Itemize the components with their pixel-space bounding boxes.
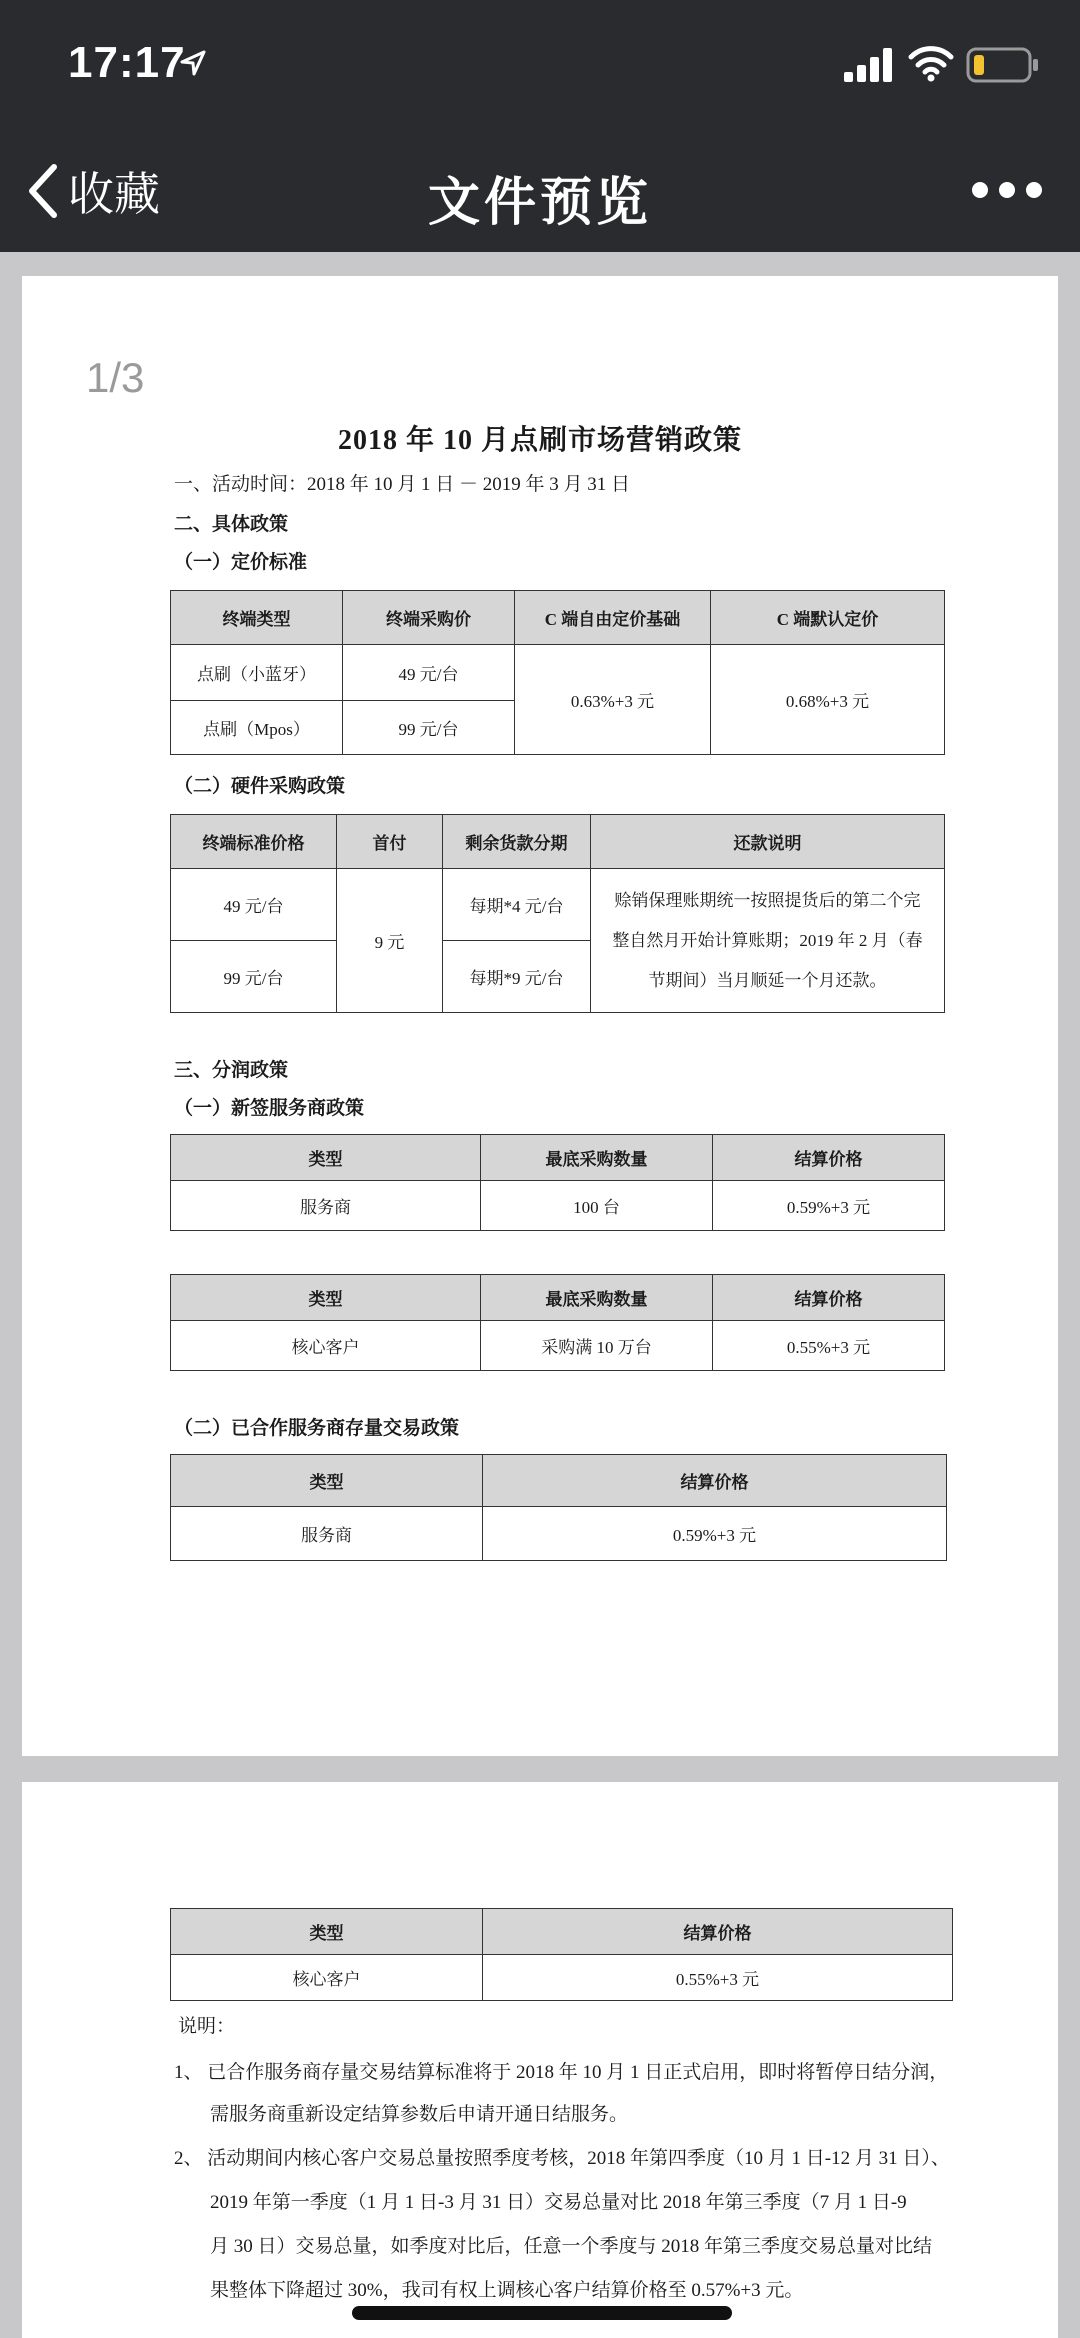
table-header-cell: 类型 xyxy=(171,1135,481,1181)
table-cell: 采购满 10 万台 xyxy=(481,1321,713,1371)
activity-time: 一、活动时间：2018 年 10 月 1 日 － 2019 年 3 月 31 日 xyxy=(174,474,631,495)
table-header-cell: 结算价格 xyxy=(713,1135,945,1181)
core-customer-settlement-table xyxy=(170,1908,953,2001)
table-header-cell: C 端自由定价基础 xyxy=(515,591,711,645)
table-header-cell: 剩余货款分期 xyxy=(443,815,591,869)
document-page-1 xyxy=(22,276,1058,1756)
battery-icon xyxy=(966,46,1040,84)
note-line: 1、 已合作服务商存量交易结算标准将于 2018 年 10 月 1 日正式启用，即时将暂停日结分润， xyxy=(174,2062,949,2083)
table-cell: 服务商 xyxy=(171,1181,481,1231)
repayment-note-cell xyxy=(591,869,945,1013)
wifi-icon xyxy=(908,44,954,82)
table-header-cell: 结算价格 xyxy=(483,1909,953,1955)
table-header-cell: 终端采购价 xyxy=(343,591,515,645)
table-cell: 0.68%+3 元 xyxy=(711,645,945,755)
note-line: 赊销保理账期统一按照提货后的第二个完 xyxy=(614,890,921,910)
table-header-cell: 终端类型 xyxy=(171,591,343,645)
table-cell: 核心客户 xyxy=(171,1955,483,2001)
table-cell: 49 元/台 xyxy=(171,869,337,941)
location-arrow-icon xyxy=(178,48,208,78)
existing-provider-table xyxy=(170,1454,947,1561)
table-cell: 99 元/台 xyxy=(343,701,515,755)
subsection-heading: （一）新签服务商政策 xyxy=(174,1098,365,1119)
status-bar xyxy=(0,0,1080,130)
table-header-cell: 类型 xyxy=(171,1455,483,1507)
page-indicator: 1/3 xyxy=(86,354,145,401)
table-header-cell: 终端标准价格 xyxy=(171,815,337,869)
note-line: 2019 年第一季度（1 月 1 日-3 月 31 日）交易总量对比 2018 年第三季度（7 月 1 日-9 xyxy=(210,2192,907,2213)
note-line: 需服务商重新设定结算参数后申请开通日结服务。 xyxy=(210,2104,629,2125)
table-header-cell: 类型 xyxy=(171,1909,483,1955)
table-cell: 9 元 xyxy=(337,869,443,1013)
home-indicator[interactable] xyxy=(352,2306,732,2320)
table-header-cell: 最底采购数量 xyxy=(481,1135,713,1181)
more-dot-icon xyxy=(1026,182,1042,198)
note-line: 节期间）当月顺延一个月还款。 xyxy=(648,970,887,990)
notes-label: 说明： xyxy=(178,2016,236,2037)
pricing-table xyxy=(170,590,945,755)
document-page-2 xyxy=(22,1782,1058,2338)
more-options-button[interactable] xyxy=(972,170,1042,210)
note-line: 果整体下降超过 30%，我司有权上调核心客户结算价格至 0.57%+3 元。 xyxy=(210,2280,804,2301)
hardware-purchase-table xyxy=(170,814,945,1013)
table-header-cell: 首付 xyxy=(337,815,443,869)
more-dot-icon xyxy=(999,182,1015,198)
table-header-cell: 类型 xyxy=(171,1275,481,1321)
section-heading: 三、分润政策 xyxy=(174,1060,289,1081)
subsection-heading: （二）已合作服务商存量交易政策 xyxy=(174,1418,460,1439)
new-provider-table xyxy=(170,1134,945,1231)
note-line: 月 30 日）交易总量，如季度对比后，任意一个季度与 2018 年第三季度交易总量对比结 xyxy=(210,2236,933,2257)
status-time: 17:17 xyxy=(68,38,186,87)
table-header-cell: C 端默认定价 xyxy=(711,591,945,645)
table-cell: 点刷（Mpos） xyxy=(171,701,343,755)
table-header-cell: 还款说明 xyxy=(591,815,945,869)
document-preview[interactable] xyxy=(0,252,1080,2338)
note-line: 2、 活动期间内核心客户交易总量按照季度考核，2018 年第四季度（10 月 1 日-12 月 31 日）、 xyxy=(174,2148,950,2169)
subsection-heading: （一）定价标准 xyxy=(174,552,308,573)
table-cell: 0.55%+3 元 xyxy=(713,1321,945,1371)
table-cell: 核心客户 xyxy=(171,1321,481,1371)
table-cell: 0.59%+3 元 xyxy=(483,1507,947,1561)
cellular-signal-icon xyxy=(844,48,894,82)
table-cell: 0.59%+3 元 xyxy=(713,1181,945,1231)
note-line: 整自然月开始计算账期；2019 年 2 月（春 xyxy=(612,930,923,950)
back-label: 收藏 xyxy=(68,168,160,220)
subsection-heading: （二）硬件采购政策 xyxy=(174,776,346,797)
table-cell: 服务商 xyxy=(171,1507,483,1561)
table-cell: 49 元/台 xyxy=(343,645,515,701)
table-cell: 0.63%+3 元 xyxy=(515,645,711,755)
page-title: 文件预览 xyxy=(427,174,652,232)
core-customer-table xyxy=(170,1274,945,1371)
nav-bar xyxy=(0,130,1080,252)
table-cell: 每期*9 元/台 xyxy=(443,941,591,1013)
document-title: 2018 年 10 月点刷市场营销政策 xyxy=(337,425,742,456)
more-dot-icon xyxy=(972,182,988,198)
table-cell: 100 台 xyxy=(481,1181,713,1231)
table-header-cell: 结算价格 xyxy=(713,1275,945,1321)
section-heading: 二、具体政策 xyxy=(174,514,289,535)
table-header-cell: 结算价格 xyxy=(483,1455,947,1507)
table-header-cell: 最底采购数量 xyxy=(481,1275,713,1321)
table-cell: 点刷（小蓝牙） xyxy=(171,645,343,701)
table-cell: 0.55%+3 元 xyxy=(483,1955,953,2001)
table-cell: 99 元/台 xyxy=(171,941,337,1013)
table-cell: 每期*4 元/台 xyxy=(443,869,591,941)
